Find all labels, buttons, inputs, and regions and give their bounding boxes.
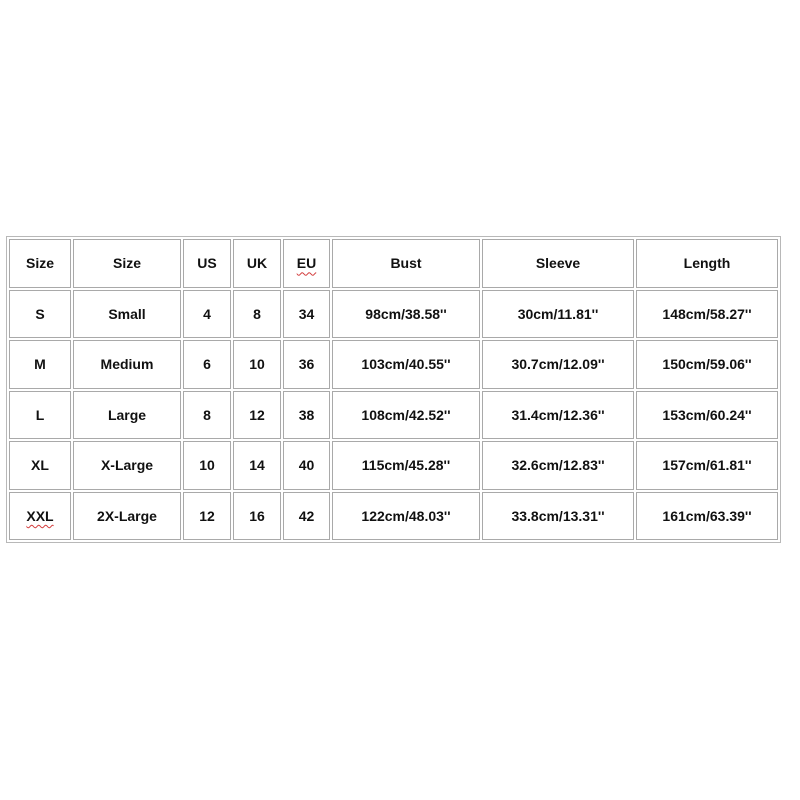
table-row (9, 340, 778, 389)
cell-size-code: L (9, 391, 71, 440)
cell-length: 161cm/63.39'' (636, 492, 778, 541)
header-cell-sleeve: Sleeve (482, 239, 634, 288)
table-row (9, 441, 778, 490)
cell-length: 148cm/58.27'' (636, 290, 778, 339)
cell-us: 4 (183, 290, 231, 339)
cell-eu: 42 (283, 492, 330, 541)
cell-sleeve: 30cm/11.81'' (482, 290, 634, 339)
cell-sleeve: 33.8cm/13.31'' (482, 492, 634, 541)
cell-length: 157cm/61.81'' (636, 441, 778, 490)
cell-size-code: M (9, 340, 71, 389)
cell-size-name: Large (73, 391, 181, 440)
header-cell-bust: Bust (332, 239, 480, 288)
cell-size-name: Medium (73, 340, 181, 389)
cell-us: 12 (183, 492, 231, 541)
cell-sleeve: 30.7cm/12.09'' (482, 340, 634, 389)
header-eu-label: EU (296, 255, 317, 272)
header-cell-uk: UK (233, 239, 281, 288)
cell-us: 8 (183, 391, 231, 440)
header-cell-size-name: Size (73, 239, 181, 288)
cell-uk: 14 (233, 441, 281, 490)
cell-eu: 36 (283, 340, 330, 389)
cell-size-name: X-Large (73, 441, 181, 490)
cell-size-code (9, 492, 71, 541)
header-cell-eu (283, 239, 330, 288)
cell-us: 6 (183, 340, 231, 389)
header-cell-length: Length (636, 239, 778, 288)
cell-sleeve: 32.6cm/12.83'' (482, 441, 634, 490)
cell-sleeve: 31.4cm/12.36'' (482, 391, 634, 440)
cell-uk: 16 (233, 492, 281, 541)
cell-length: 153cm/60.24'' (636, 391, 778, 440)
cell-uk: 8 (233, 290, 281, 339)
cell-uk: 12 (233, 391, 281, 440)
table-header-row (9, 239, 778, 288)
header-cell-size-code: Size (9, 239, 71, 288)
cell-eu: 34 (283, 290, 330, 339)
size-chart-table (6, 236, 781, 543)
cell-bust: 108cm/42.52'' (332, 391, 480, 440)
cell-size-name: 2X-Large (73, 492, 181, 541)
header-cell-us: US (183, 239, 231, 288)
cell-size-code: XL (9, 441, 71, 490)
table-row (9, 290, 778, 339)
cell-bust: 115cm/45.28'' (332, 441, 480, 490)
cell-eu: 40 (283, 441, 330, 490)
cell-size-code: S (9, 290, 71, 339)
cell-eu: 38 (283, 391, 330, 440)
cell-size-name: Small (73, 290, 181, 339)
cell-uk: 10 (233, 340, 281, 389)
size-code-xxl-label: XXL (26, 507, 54, 524)
cell-us: 10 (183, 441, 231, 490)
cell-bust: 103cm/40.55'' (332, 340, 480, 389)
cell-length: 150cm/59.06'' (636, 340, 778, 389)
cell-bust: 122cm/48.03'' (332, 492, 480, 541)
table-row (9, 492, 778, 541)
cell-bust: 98cm/38.58'' (332, 290, 480, 339)
table-row (9, 391, 778, 440)
